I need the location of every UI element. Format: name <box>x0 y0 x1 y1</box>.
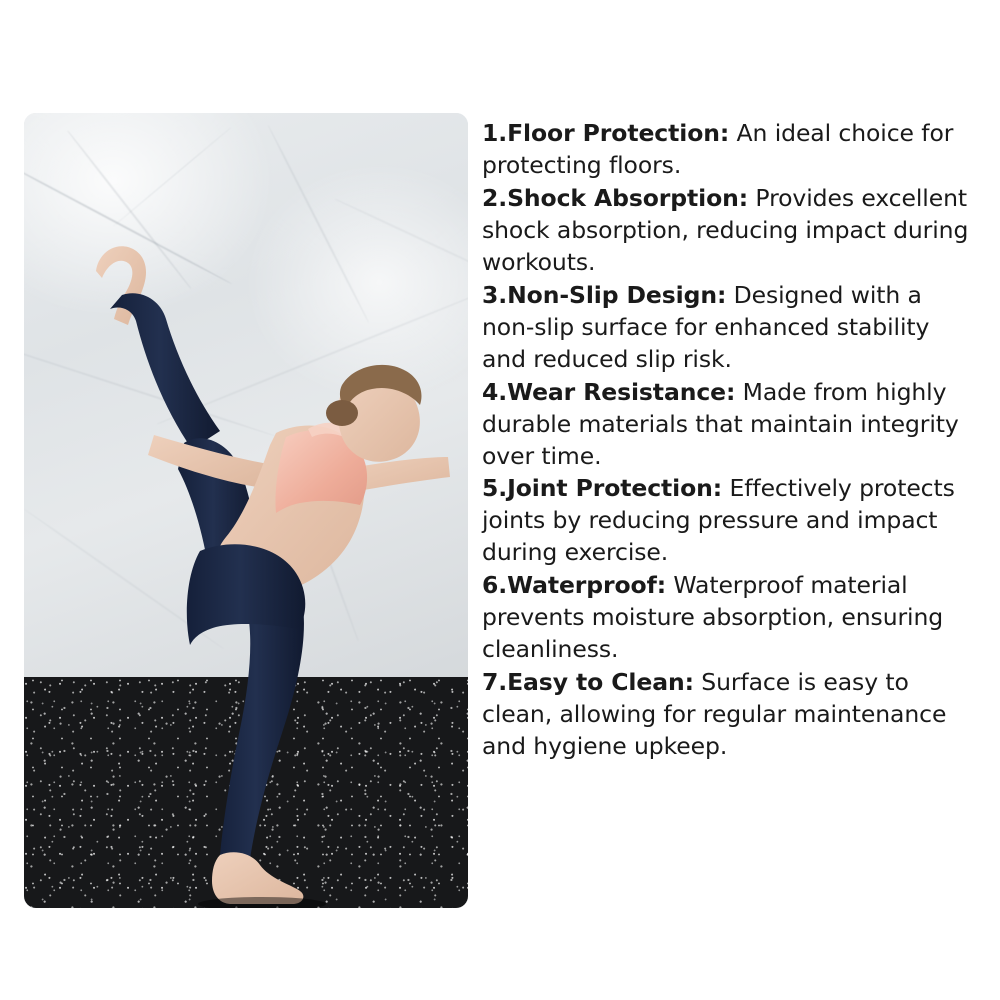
list-item <box>482 473 980 569</box>
list-item <box>482 377 980 473</box>
hair-bun <box>326 400 358 426</box>
feature-title: 1.Floor Protection: <box>482 119 730 147</box>
feature-list <box>482 118 980 764</box>
list-item <box>482 570 980 666</box>
standing-foot <box>212 852 303 904</box>
list-item <box>482 667 980 763</box>
foot-shadow <box>198 897 326 908</box>
feature-title: 7.Easy to Clean: <box>482 668 694 697</box>
feature-description: Provides excellent shock absorption, reducing impact during workouts. <box>482 183 969 276</box>
list-item <box>482 118 980 182</box>
feature-title: 4.Wear Resistance: <box>482 377 736 406</box>
feature-description: Made from highly durable materials that maintain integrity over time. <box>482 377 959 470</box>
feature-title: 2.Shock Absorption: <box>482 183 749 212</box>
feature-title: 6.Waterproof: <box>482 571 667 600</box>
feature-title: 5.Joint Protection: <box>482 474 723 503</box>
feature-description: Effectively protects joints by reducing pressure and impact during exercise. <box>482 474 955 567</box>
product-photo <box>24 113 468 908</box>
yoga-figure-illustration <box>24 113 468 908</box>
list-item <box>482 280 980 376</box>
feature-description: Designed with a non-slip surface for enhanced stability and reduced slip risk. <box>482 280 930 373</box>
feature-description: An ideal choice for protecting floors. <box>482 119 954 179</box>
list-item <box>482 183 980 279</box>
feature-title: 3.Non-Slip Design: <box>482 280 727 309</box>
feature-description: Waterproof material prevents moisture absorption, ensuring cleanliness. <box>482 571 944 664</box>
feature-description: Surface is easy to clean, allowing for regular maintenance and hygiene upkeep. <box>482 668 947 761</box>
